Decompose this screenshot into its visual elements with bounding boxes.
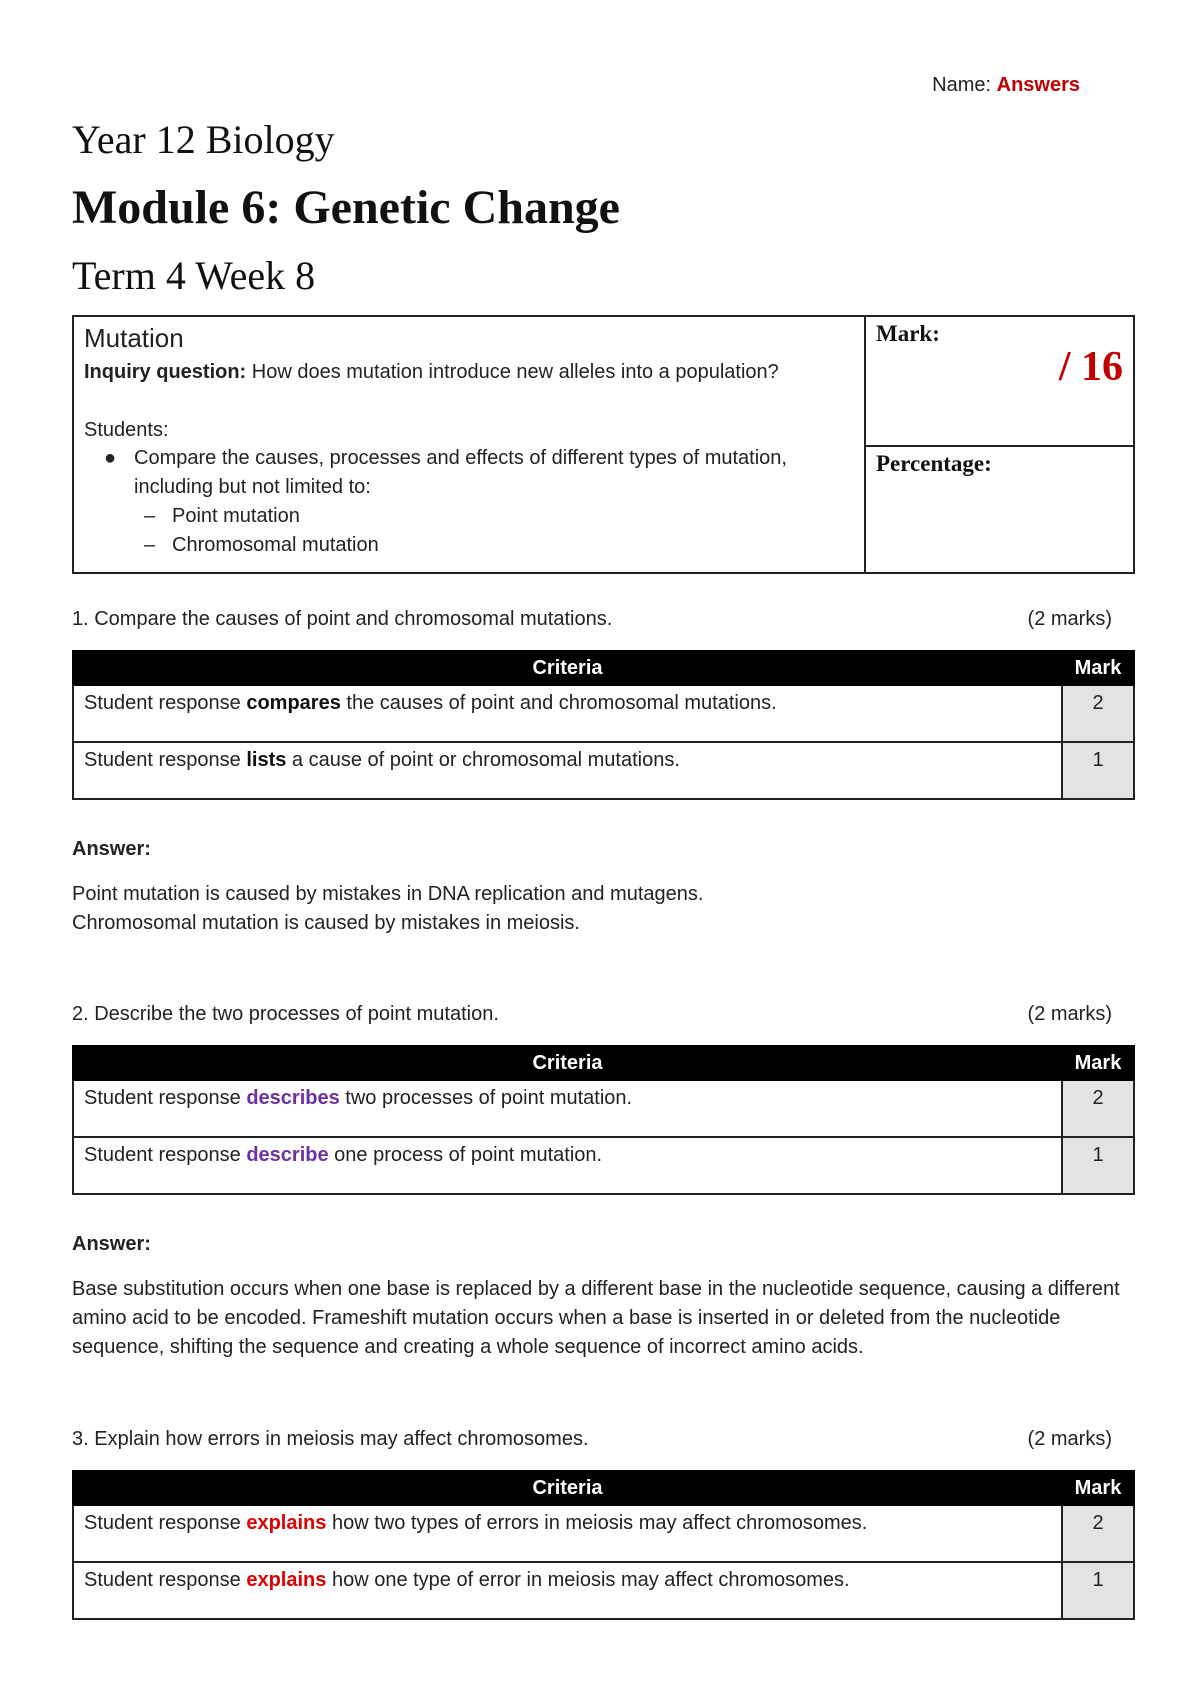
criteria-keyword: compares	[246, 692, 341, 714]
mark-cell: 2	[1062, 1505, 1134, 1562]
table-row	[73, 742, 1134, 799]
mark-total: / 16	[1058, 344, 1123, 390]
mark-label: Mark:	[876, 321, 940, 346]
table-row	[73, 685, 1134, 742]
mark-header: Mark	[1062, 1046, 1134, 1080]
module-title: Module 6: Genetic Change	[72, 181, 620, 234]
sub-item	[84, 502, 854, 531]
mark-cell: 1	[1062, 1137, 1134, 1194]
criteria-keyword: explains	[246, 1512, 327, 1534]
inquiry-text: How does mutation introduce new alleles into a population?	[251, 361, 779, 383]
criteria-keyword: describes	[246, 1087, 340, 1109]
sub-item	[84, 531, 854, 560]
criteria-cell: Student response lists a cause of point or chromosomal mutations.	[73, 742, 1062, 799]
topic-description	[74, 317, 866, 572]
percentage-label: Percentage:	[876, 451, 992, 476]
criteria-cell: Student response explains how two types of errors in meiosis may affect chromosomes.	[73, 1505, 1062, 1562]
criteria-header: Criteria	[73, 1471, 1062, 1505]
table-row	[73, 1562, 1134, 1619]
criteria-cell: Student response describe one process of point mutation.	[73, 1137, 1062, 1194]
answer-text: Base substitution occurs when one base is replaced by a different base in the nucleotide sequence, causing a different amino acid to be encoded. Frameshift mutation occurs when a base is inserted in or deleted from the nucleotide sequence, shifting the sequence and creating a whole sequence of incorrect amino acids.	[72, 1278, 1120, 1358]
term-title: Term 4 Week 8	[72, 253, 316, 298]
dash-icon: –	[144, 505, 156, 527]
criteria-header: Criteria	[73, 1046, 1062, 1080]
table-row	[73, 1137, 1134, 1194]
question-text: 1. Compare the causes of point and chromosomal mutations.	[72, 608, 613, 630]
question-text: 2. Describe the two processes of point mutation.	[72, 1003, 499, 1025]
topic-info-box	[72, 315, 1135, 574]
criteria-cell: Student response describes two processes of point mutation.	[73, 1080, 1062, 1137]
mark-cell: 1	[1062, 1562, 1134, 1619]
outcome-text: Compare the causes, processes and effects of different types of mutation, including but not limited to:	[134, 447, 787, 498]
students-label: Students:	[84, 419, 169, 441]
criteria-keyword: lists	[246, 749, 287, 771]
question-marks: (2 marks)	[1027, 1428, 1112, 1450]
table-row	[73, 1080, 1134, 1137]
inquiry-question	[84, 358, 854, 386]
percentage-box	[866, 447, 1133, 572]
criteria-table-1	[72, 650, 1135, 800]
mark-cell: 2	[1062, 685, 1134, 742]
name-value: Answers	[996, 74, 1080, 96]
mark-header: Mark	[1062, 1471, 1134, 1505]
sub-item-text: Point mutation	[172, 505, 300, 527]
answer-text: Point mutation is caused by mistakes in DNA replication and mutagens. Chromosomal mutation is caused by mistakes in meiosis.	[72, 883, 704, 934]
mark-header: Mark	[1062, 651, 1134, 685]
course-title: Year 12 Biology	[72, 117, 335, 162]
criteria-header: Criteria	[73, 651, 1062, 685]
mark-box	[866, 317, 1133, 447]
question-marks: (2 marks)	[1027, 1003, 1112, 1025]
mark-cell: 2	[1062, 1080, 1134, 1137]
table-row	[73, 1505, 1134, 1562]
topic-title: Mutation	[84, 323, 184, 353]
inquiry-label: Inquiry question:	[84, 361, 247, 383]
question-3	[72, 1428, 1112, 1451]
criteria-keyword: explains	[246, 1569, 327, 1591]
question-text: 3. Explain how errors in meiosis may affect chromosomes.	[72, 1428, 589, 1450]
criteria-keyword: describe	[246, 1144, 329, 1166]
answer-label: Answer:	[72, 1233, 151, 1255]
bullet-dot-icon: ●	[104, 447, 117, 469]
question-2	[72, 1003, 1112, 1026]
dash-icon: –	[144, 534, 156, 556]
student-name-line	[932, 74, 1080, 97]
question-marks: (2 marks)	[1027, 608, 1112, 630]
mark-cell: 1	[1062, 742, 1134, 799]
outcome-bullet	[84, 444, 854, 502]
question-1	[72, 608, 1112, 631]
criteria-table-3	[72, 1470, 1135, 1620]
criteria-table-2	[72, 1045, 1135, 1195]
answer-label: Answer:	[72, 838, 151, 860]
criteria-cell: Student response compares the causes of point and chromosomal mutations.	[73, 685, 1062, 742]
sub-item-text: Chromosomal mutation	[172, 534, 379, 556]
criteria-cell: Student response explains how one type of error in meiosis may affect chromosomes.	[73, 1562, 1062, 1619]
name-label: Name:	[932, 74, 992, 96]
